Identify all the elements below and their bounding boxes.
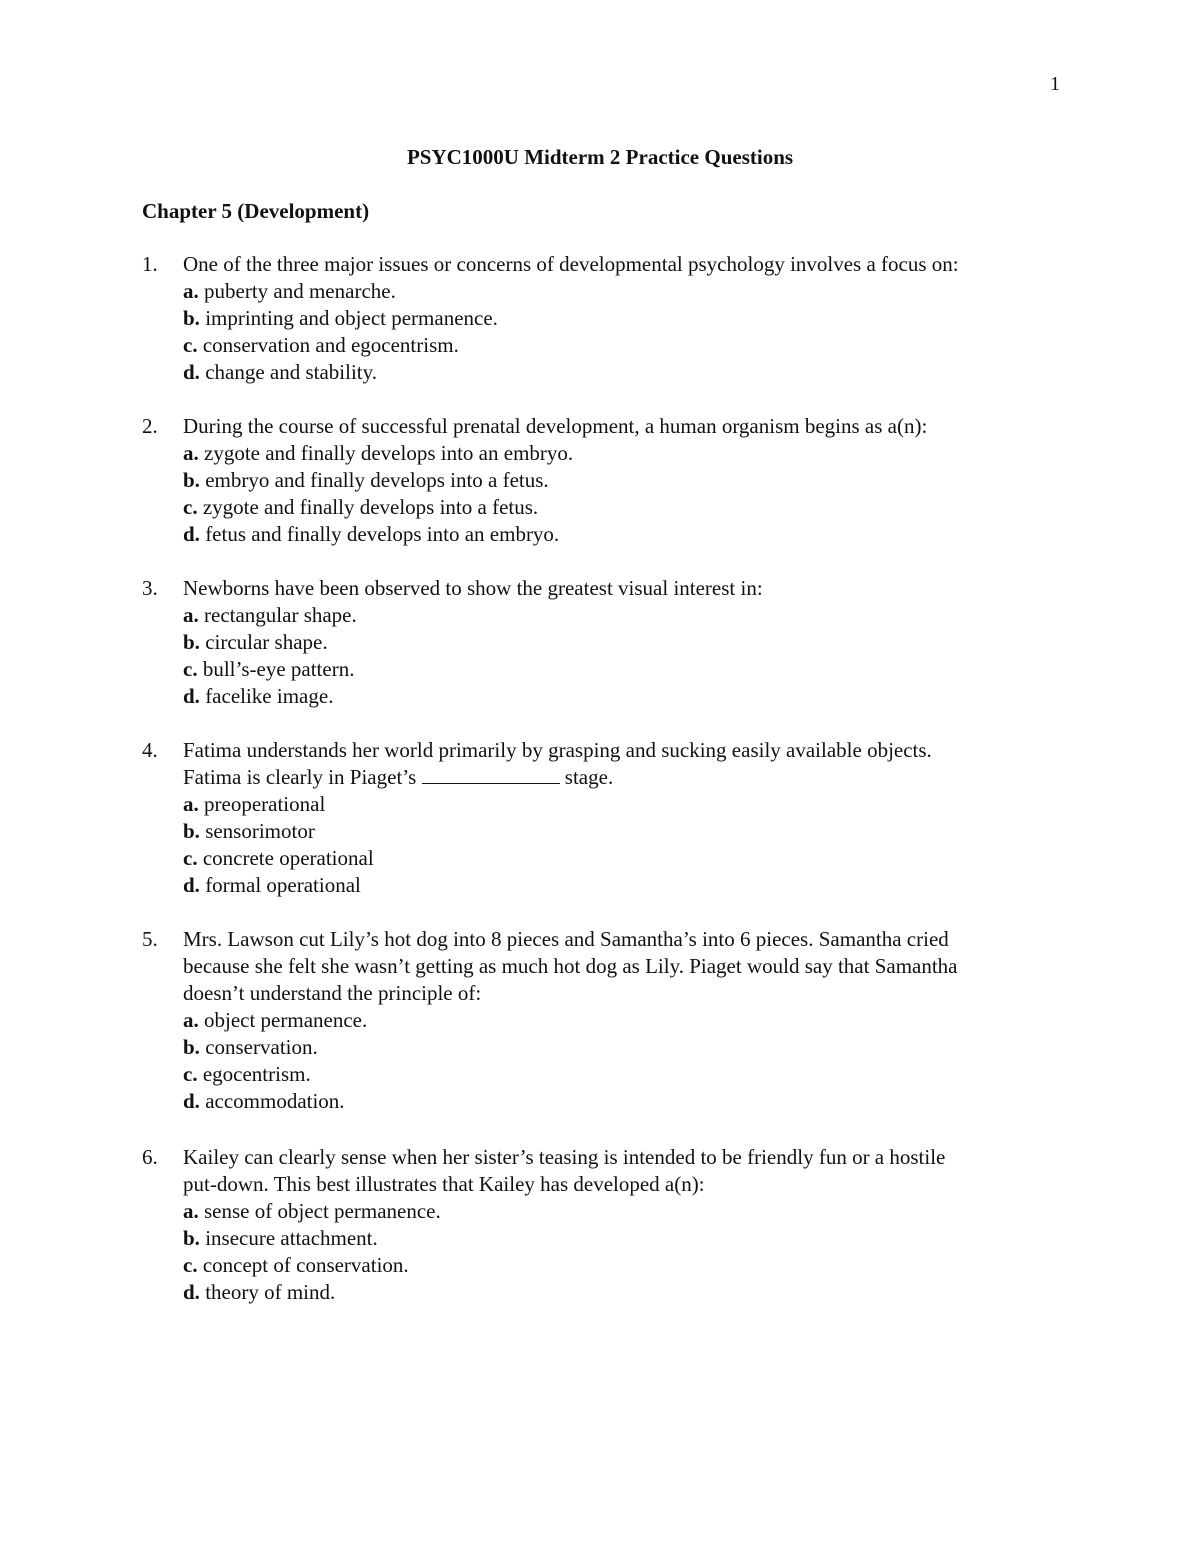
option-text: zygote and finally develops into a fetus.	[202, 495, 539, 519]
option-text: imprinting and object permanence.	[205, 306, 498, 330]
chapter-heading: Chapter 5 (Development)	[142, 199, 370, 223]
option-c	[183, 494, 1072, 521]
answer-blank	[422, 765, 560, 784]
option-text: rectangular shape.	[204, 603, 357, 627]
option-text: circular shape.	[205, 630, 328, 654]
option-b	[183, 467, 1072, 494]
option-letter: c.	[183, 657, 198, 681]
option-letter: a.	[183, 1199, 199, 1223]
option-c	[183, 332, 1072, 359]
option-letter: c.	[183, 333, 198, 357]
option-text: concept of conservation.	[202, 1253, 409, 1277]
option-letter: d.	[183, 873, 200, 897]
option-letter: b.	[183, 306, 200, 330]
option-a	[183, 602, 1072, 629]
option-text: conservation.	[205, 1035, 318, 1059]
option-text: facelike image.	[205, 684, 334, 708]
question-text: doesn’t understand the principle of:	[183, 981, 482, 1005]
question-number: 3.	[142, 576, 158, 600]
question-text: because she felt she wasn’t getting as much hot dog as Lily. Piaget would say that Samantha	[183, 954, 958, 978]
option-letter: d.	[183, 1280, 200, 1304]
option-text: concrete operational	[202, 846, 374, 870]
option-d	[183, 521, 1072, 548]
question-number: 2.	[142, 414, 158, 438]
option-letter: d.	[183, 1089, 200, 1113]
option-c	[183, 845, 1072, 872]
option-letter: d.	[183, 684, 200, 708]
option-text: zygote and finally develops into an embryo.	[204, 441, 574, 465]
option-c	[183, 656, 1072, 683]
option-a	[183, 791, 1072, 818]
question-number: 4.	[142, 738, 158, 762]
question-number: 6.	[142, 1145, 158, 1169]
option-letter: c.	[183, 495, 198, 519]
option-text: egocentrism.	[202, 1062, 311, 1086]
question-6	[142, 1144, 1072, 1306]
question-text: Newborns have been observed to show the greatest visual interest in:	[183, 576, 763, 600]
option-text: object permanence.	[204, 1008, 368, 1032]
option-c	[183, 1252, 1072, 1279]
option-d	[183, 872, 1072, 899]
option-letter: a.	[183, 441, 199, 465]
option-d	[183, 1088, 1072, 1115]
option-a	[183, 278, 1072, 305]
question-3	[142, 575, 1072, 710]
option-letter: c.	[183, 1062, 198, 1086]
option-d	[183, 683, 1072, 710]
option-b	[183, 818, 1072, 845]
option-letter: a.	[183, 279, 199, 303]
option-text: sensorimotor	[205, 819, 315, 843]
option-a	[183, 1007, 1072, 1034]
option-c	[183, 1061, 1072, 1088]
question-number: 5.	[142, 927, 158, 951]
option-b	[183, 1034, 1072, 1061]
document-title: PSYC1000U Midterm 2 Practice Questions	[406, 145, 794, 169]
option-b	[183, 305, 1072, 332]
option-letter: b.	[183, 630, 200, 654]
option-letter: c.	[183, 846, 198, 870]
question-4	[142, 737, 1072, 899]
option-text: fetus and finally develops into an embryo.	[205, 522, 560, 546]
option-letter: a.	[183, 603, 199, 627]
page-number: 1	[1050, 73, 1060, 95]
option-letter: d.	[183, 522, 200, 546]
blank-suffix: stage.	[559, 765, 614, 789]
question-text: During the course of successful prenatal development, a human organism begins as a(n):	[183, 414, 928, 438]
option-letter: b.	[183, 819, 200, 843]
question-text: Kailey can clearly sense when her sister’s teasing is intended to be friendly fun or a hostile	[183, 1145, 946, 1169]
question-text: One of the three major issues or concerns of developmental psychology involves a focus on:	[183, 252, 959, 276]
option-text: preoperational	[204, 792, 326, 816]
question-number: 1.	[142, 252, 158, 276]
option-letter: b.	[183, 1226, 200, 1250]
option-text: theory of mind.	[205, 1280, 336, 1304]
option-text: embryo and finally develops into a fetus.	[205, 468, 549, 492]
blank-prefix: Fatima is clearly in Piaget’s	[183, 765, 422, 789]
question-text: Mrs. Lawson cut Lily’s hot dog into 8 pieces and Samantha’s into 6 pieces. Samantha cried	[183, 927, 949, 951]
question-5	[142, 926, 1072, 1115]
option-text: formal operational	[205, 873, 361, 897]
option-d	[183, 359, 1072, 386]
option-text: conservation and egocentrism.	[202, 333, 459, 357]
option-letter: b.	[183, 468, 200, 492]
question-text: put-down. This best illustrates that Kailey has developed a(n):	[183, 1172, 705, 1196]
option-b	[183, 1225, 1072, 1252]
question-text-with-blank	[183, 764, 1072, 791]
option-a	[183, 1198, 1072, 1225]
option-text: change and stability.	[205, 360, 378, 384]
option-text: bull’s-eye pattern.	[202, 657, 355, 681]
option-text: puberty and menarche.	[204, 279, 396, 303]
option-text: sense of object permanence.	[204, 1199, 441, 1223]
option-text: accommodation.	[205, 1089, 345, 1113]
option-d	[183, 1279, 1072, 1306]
option-letter: a.	[183, 792, 199, 816]
question-2	[142, 413, 1072, 548]
option-b	[183, 629, 1072, 656]
option-letter: a.	[183, 1008, 199, 1032]
option-text: insecure attachment.	[205, 1226, 378, 1250]
option-letter: d.	[183, 360, 200, 384]
option-a	[183, 440, 1072, 467]
option-letter: b.	[183, 1035, 200, 1059]
question-text: Fatima understands her world primarily by grasping and sucking easily available objects.	[183, 738, 932, 762]
option-letter: c.	[183, 1253, 198, 1277]
question-1	[142, 251, 1072, 386]
